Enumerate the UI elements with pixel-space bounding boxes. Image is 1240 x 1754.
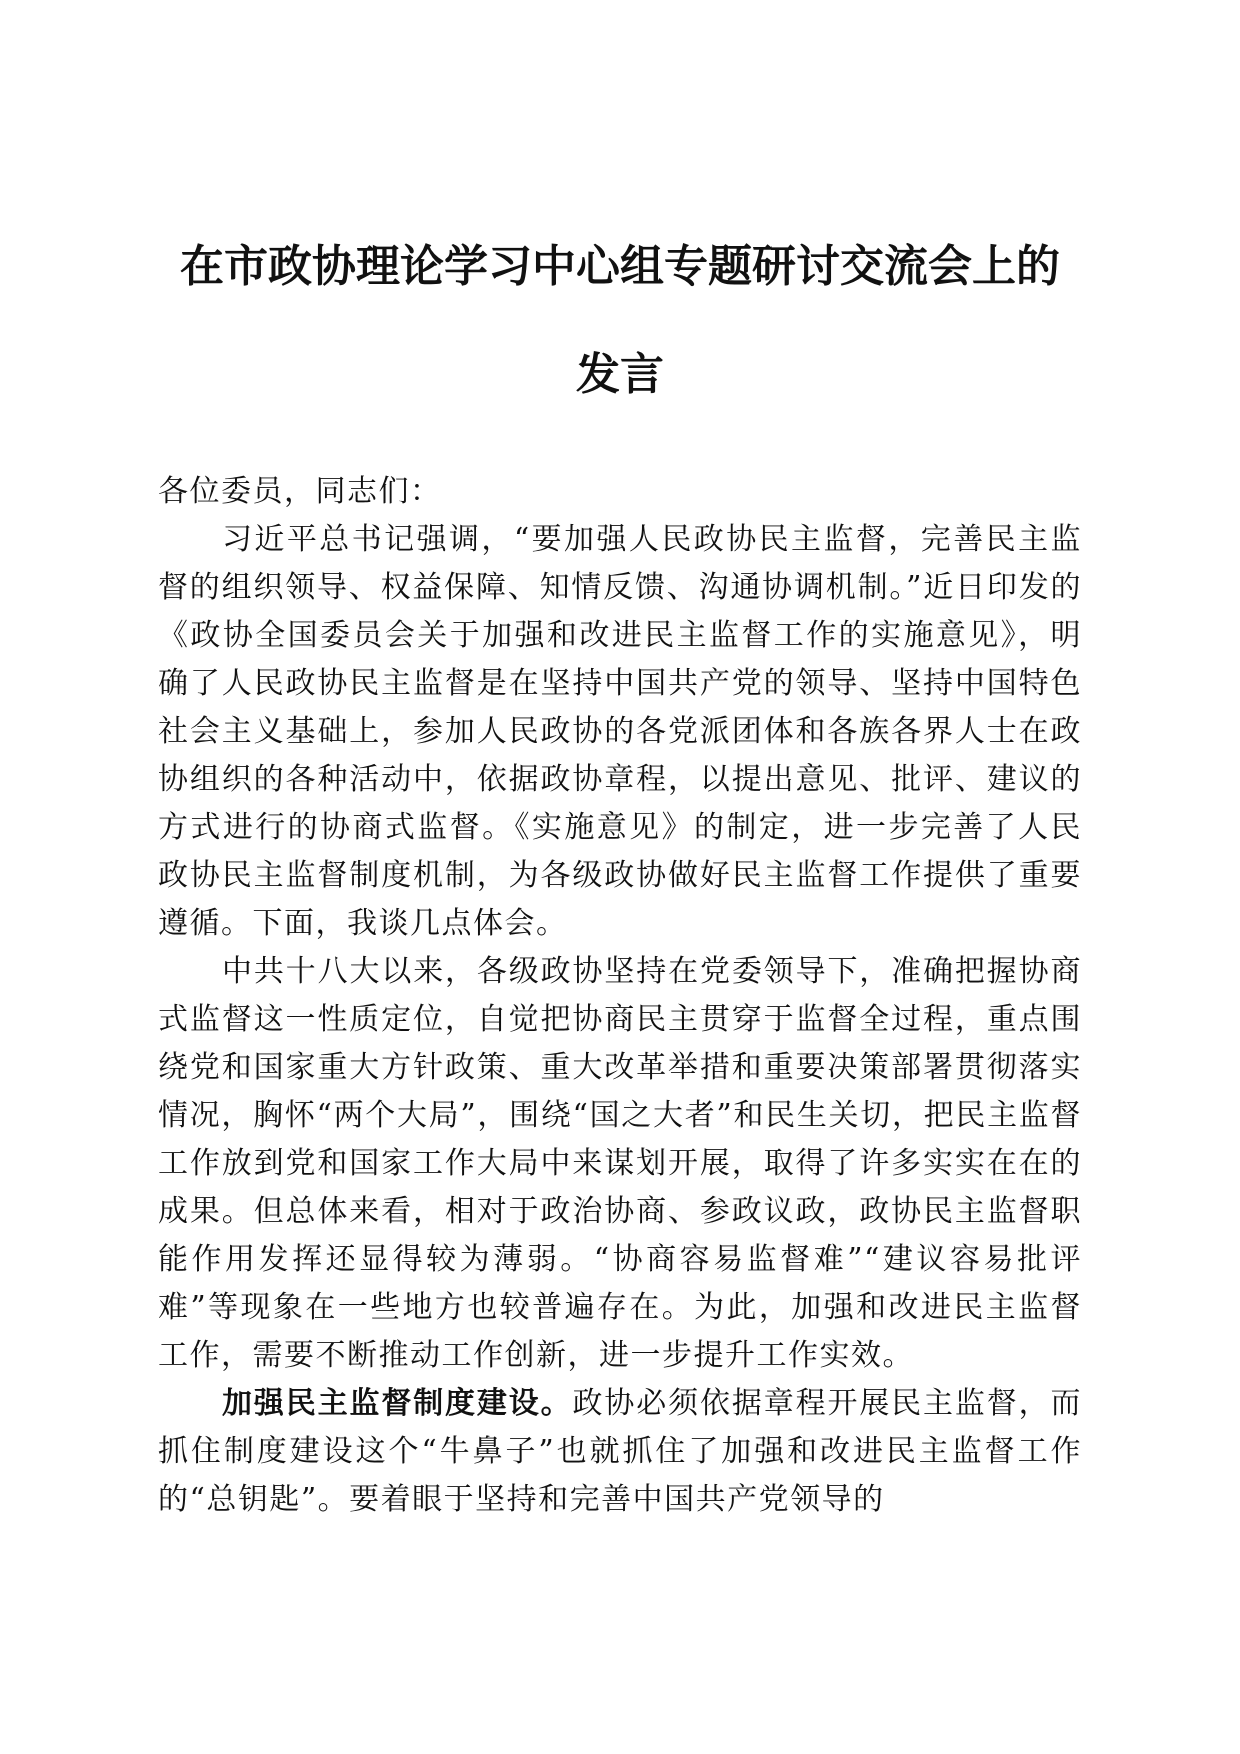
paragraph-section-1 [158, 1380, 1082, 1524]
paragraph-background: 中共十八大以来，各级政协坚持在党委领导下，准确把握协商式监督这一性质定位，自觉把协商民主贯穿于监督全过程，重点围绕党和国家重大方针政策、重大改革举措和重要决策部署贯彻落实情况，胸怀“两个大局”，围绕“国之大者”和民生关切，把民主监督工作放到党和国家工作大局中来谋划开展，取得了许多实实在在的成果。但总体来看，相对于政治协商、参政议政，政协民主监督职能作用发挥还显得较为薄弱。“协商容易监督难”“建议容易批评难”等现象在一些地方也较普遍存在。为此，加强和改进民主监督工作，需要不断推动工作创新，进一步提升工作实效。 [158, 954, 1082, 1373]
section-1-heading: 加强民主监督制度建设。 [222, 1386, 573, 1421]
salutation: 各位委员，同志们： [158, 474, 442, 509]
document-title-line-2: 发言 [576, 349, 664, 400]
section-1-text: 政协必须依据章程开展民主监督，而抓住制度建设这个“牛鼻子”也就抓住了加强和改进民主监督工作的“总钥匙”。要着眼于坚持和完善中国共产党领导的 [158, 1386, 1083, 1517]
document-title-line-1: 在市政协理论学习中心组专题研讨交流会上的 [180, 241, 1060, 292]
paragraph-intro: 习近平总书记强调，“要加强人民政协民主监督，完善民主监督的组织领导、权益保障、知情反馈、沟通协调机制。”近日印发的《政协全国委员会关于加强和改进民主监督工作的实施意见》，明确了人民政协民主监督是在坚持中国共产党的领导、坚持中国特色社会主义基础上，参加人民政协的各党派团体和各族各界人士在政协组织的各种活动中，依据政协章程，以提出意见、批评、建议的方式进行的协商式监督。《实施意见》的制定，进一步完善了人民政协民主监督制度机制，为各级政协做好民主监督工作提供了重要遵循。下面，我谈几点体会。 [158, 522, 1082, 941]
document-body [158, 468, 1082, 1524]
